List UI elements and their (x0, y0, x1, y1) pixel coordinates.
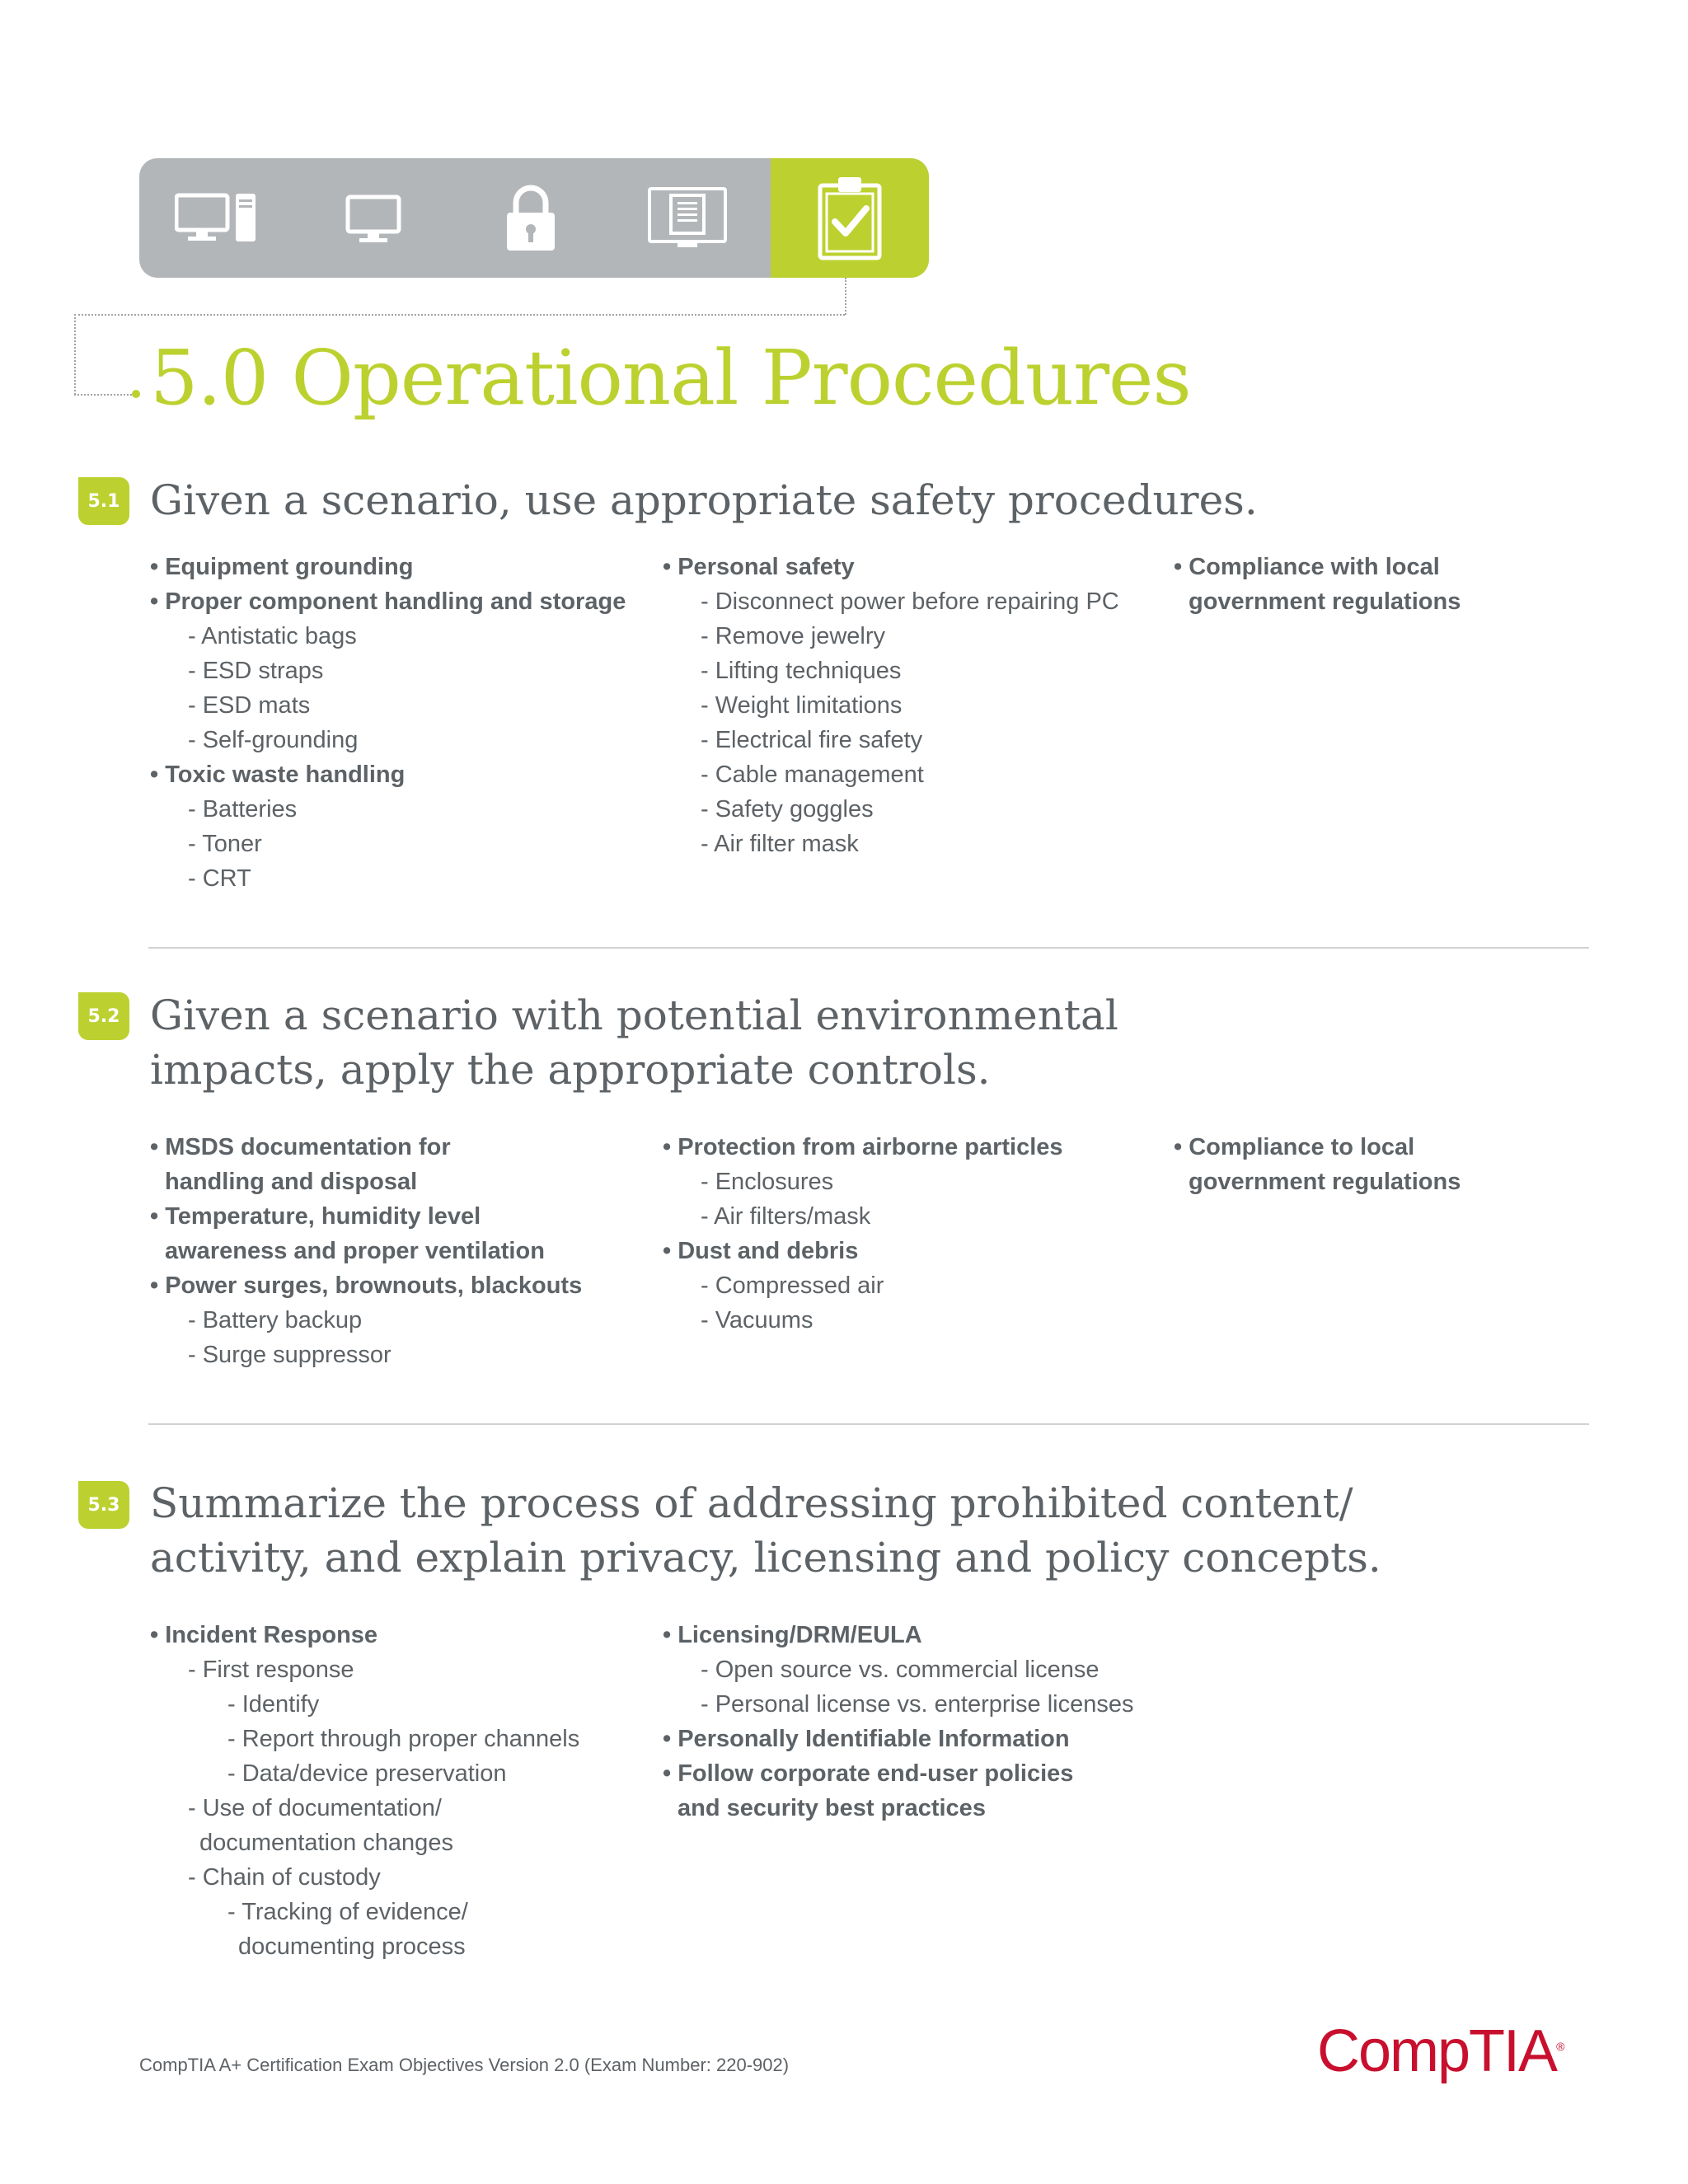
section-5-3-column-2 (663, 1618, 1190, 1825)
section-number-badge: 5.1 (78, 477, 129, 525)
monitor-icon (345, 194, 403, 243)
footer-text: CompTIA A+ Certification Exam Objectives Version 2.0 (Exam Number: 220-902) (139, 2055, 790, 2075)
list-item-continuation: government regulations (1189, 1169, 1461, 1195)
list-subitem: - Personal license vs. enterprise licenses (701, 1691, 1134, 1718)
list-item: • Compliance to local (1174, 1134, 1415, 1160)
list-item-continuation: and security best practices (678, 1795, 986, 1821)
section-5-2-column-3 (1174, 1130, 1635, 1199)
section-title: Given a scenario with potential environmental impacts, apply the appropriate controls. (150, 991, 1118, 1094)
section-title: Given a scenario, use appropriate safety procedures. (150, 476, 1258, 524)
list-subitem: - Air filter mask (701, 831, 859, 857)
list-item: • MSDS documentation for (150, 1134, 451, 1160)
leader-line (74, 314, 76, 395)
list-subitem: - CRT (188, 865, 251, 892)
tab-operational-procedures[interactable] (771, 158, 929, 278)
clipboard-check-icon (817, 176, 883, 261)
section-divider (148, 1423, 1589, 1425)
list-subitem: - Surge suppressor (188, 1342, 392, 1368)
leader-line (845, 278, 846, 315)
desktop-tower-icon (175, 192, 260, 245)
list-item: • Temperature, humidity level (150, 1203, 481, 1230)
section-5-1-column-3 (1174, 550, 1635, 619)
list-item: • Proper component handling and storage (150, 588, 626, 615)
domain-tab-bar (139, 158, 929, 278)
section-5-2-column-1 (150, 1130, 645, 1372)
section-5-2-column-2 (663, 1130, 1157, 1338)
list-subsubitem: - Data/device preservation (227, 1760, 507, 1787)
leader-line (74, 314, 845, 316)
list-subitem: - Compressed air (701, 1272, 884, 1299)
list-subitem: - Enclosures (701, 1169, 834, 1195)
lock-icon (504, 185, 557, 252)
list-subitem: - First response (188, 1657, 354, 1683)
list-subitem: - Vacuums (701, 1307, 814, 1333)
list-subsubitem: - Tracking of evidence/ (227, 1899, 468, 1925)
tab-networking[interactable] (296, 158, 452, 278)
list-subitem: - Lifting techniques (701, 658, 902, 684)
list-subsubitem: - Report through proper channels (227, 1726, 580, 1752)
list-subitem: - Use of documentation/ (188, 1795, 442, 1821)
list-item: • Compliance with local (1174, 554, 1440, 580)
tab-mobile-devices[interactable] (609, 158, 766, 278)
list-item: • Personal safety (663, 554, 855, 580)
section-5-1-column-2 (663, 550, 1157, 861)
list-subitem: - Self-grounding (188, 727, 359, 753)
list-subitem: - Open source vs. commercial license (701, 1657, 1100, 1683)
section-number-badge: 5.2 (78, 992, 129, 1040)
list-item: • Equipment grounding (150, 554, 414, 580)
list-item: • Personally Identifiable Information (663, 1726, 1070, 1752)
list-subitem: - Weight limitations (701, 692, 903, 719)
list-subitem: - Air filters/mask (701, 1203, 871, 1230)
tab-security[interactable] (452, 158, 609, 278)
list-subitem: - Disconnect power before repairing PC (701, 588, 1119, 615)
list-item: • Protection from airborne particles (663, 1134, 1063, 1160)
tablet-icon (648, 187, 727, 250)
section-5-1-column-1 (150, 550, 645, 896)
list-subitem: - Battery backup (188, 1307, 363, 1333)
list-subsubitem-continuation: documenting process (238, 1933, 466, 1960)
list-item: • Toxic waste handling (150, 762, 406, 788)
list-subitem: - Safety goggles (701, 796, 874, 823)
list-item: • Incident Response (150, 1622, 378, 1648)
list-subitem: - Antistatic bags (188, 623, 357, 649)
list-subitem: - Electrical fire safety (701, 727, 923, 753)
list-item: • Licensing/DRM/EULA (663, 1622, 922, 1648)
list-item-continuation: government regulations (1189, 588, 1461, 615)
page-title: 5.0 Operational Procedures (150, 334, 1191, 422)
list-subitem-continuation: documentation changes (199, 1830, 453, 1856)
list-subitem: - ESD straps (188, 658, 324, 684)
section-5-3-column-1 (150, 1618, 645, 1964)
section-title: Summarize the process of addressing prohibited content/ activity, and explain privacy, licensing and policy concepts. (150, 1479, 1381, 1582)
list-subitem: - Toner (188, 831, 262, 857)
list-item: • Dust and debris (663, 1238, 859, 1264)
tab-hardware[interactable] (139, 158, 296, 278)
list-item-continuation: handling and disposal (165, 1169, 418, 1195)
list-item-continuation: awareness and proper ventilation (165, 1238, 545, 1264)
leader-line (74, 394, 132, 396)
list-subitem: - ESD mats (188, 692, 311, 719)
section-number-badge: 5.3 (78, 1481, 129, 1529)
list-subitem: - Chain of custody (188, 1864, 381, 1891)
list-item: • Power surges, brownouts, blackouts (150, 1272, 583, 1299)
section-divider (148, 947, 1589, 949)
list-subsubitem: - Identify (227, 1691, 320, 1718)
list-item: • Follow corporate end-user policies (663, 1760, 1074, 1787)
list-subitem: - Remove jewelry (701, 623, 886, 649)
leader-dot (132, 390, 140, 398)
comptia-logo: CompTIA® (1317, 2018, 1565, 2084)
list-subitem: - Batteries (188, 796, 298, 823)
list-subitem: - Cable management (701, 762, 924, 788)
